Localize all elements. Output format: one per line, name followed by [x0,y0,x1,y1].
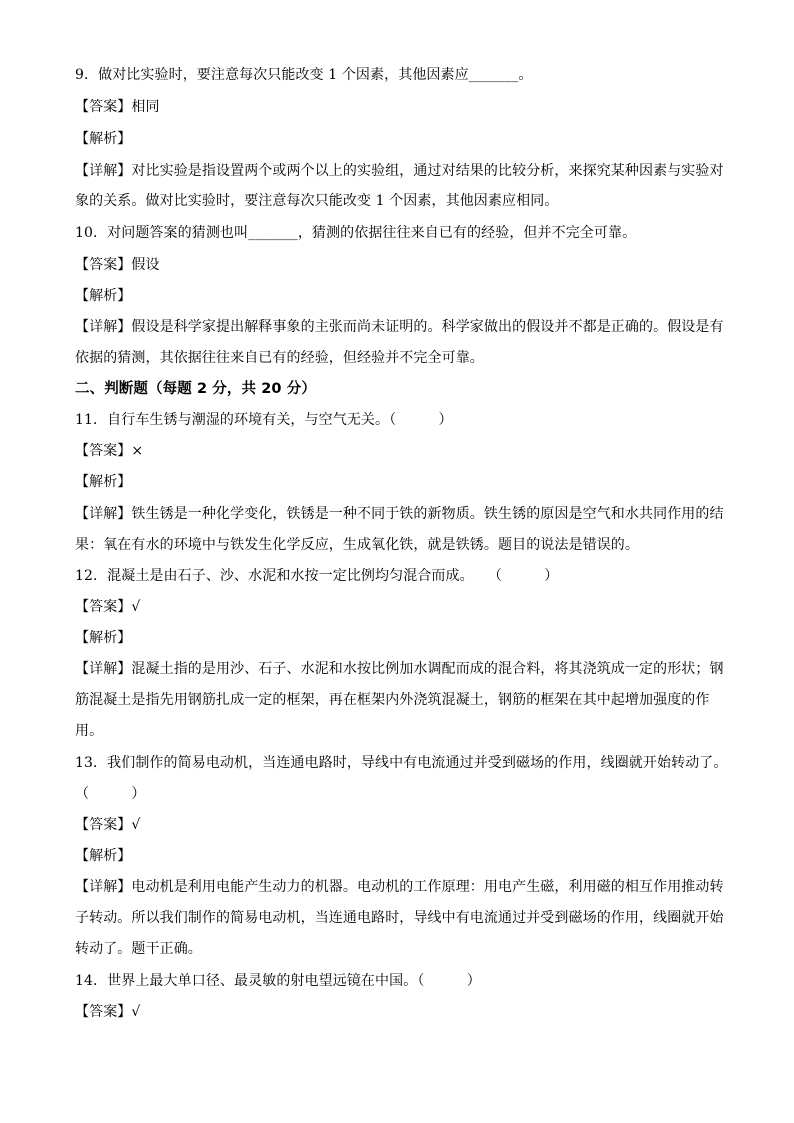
analysis-label-13: 【解析】 [75,848,132,864]
answer-14: 【答案】√ [75,1004,141,1020]
analysis-label-9: 【解析】 [75,131,132,147]
answer-11: 【答案】× [75,443,144,459]
explanation-10-line-1: 【详解】假设是科学家提出解释事象的主张而尚未证明的。科学家做出的假设并不都是正确的。假设是有 [75,319,724,335]
question-13: 13．我们制作的简易电动机，当连通电路时，导线中有电流通过并受到磁场的作用，线圈就开始转动了。 [75,755,728,771]
question-12: 12．混凝土是由石子、沙、水泥和水按一定比例均匀混合而成。 （ ） [75,568,559,584]
answer-9: 【答案】相同 [75,99,160,115]
answer-10: 【答案】假设 [75,257,160,273]
question-10: 10．对问题答案的猜测也叫_______，猜测的依据往往来自已有的经验，但并不完全可靠。 [75,225,637,241]
explanation-9-line-1: 【详解】对比实验是指设置两个或两个以上的实验组，通过对结果的比较分析，来探究某种因素与实验对 [75,163,724,179]
explanation-11-line-2: 果：氧在有水的环境中与铁发生化学反应，生成氧化铁，就是铁锈。题目的说法是错误的。 [75,537,639,553]
question-14: 14．世界上最大单口径、最灵敏的射电望远镜在中国。（ ） [75,973,481,989]
question-9: 9．做对比实验时，要注意每次只能改变 1 个因素，其他因素应_______。 [75,67,533,83]
explanation-12-line-1: 【详解】混凝土指的是用沙、石子、水泥和水按比例加水调配而成的混合料，将其浇筑成一定的形状；钢 [75,661,724,677]
answer-13: 【答案】√ [75,817,141,833]
explanation-11-line-1: 【详解】铁生锈是一种化学变化，铁锈是一种不同于铁的新物质。铁生锈的原因是空气和水共同作用的结 [75,506,724,522]
answer-12: 【答案】√ [75,599,141,615]
explanation-12-line-3: 用。 [75,723,104,739]
explanation-10-line-2: 依据的猜测，其依据往往来自已有的经验，但经验并不完全可靠。 [75,350,484,366]
explanation-12-line-2: 筋混凝土是指先用钢筋扎成一定的框架，再在框架内外浇筑混凝土，钢筋的框架在其中起增加强度的作 [75,692,710,708]
section-heading-judgment: 二、判断题（每题 2 分，共 20 分） [75,381,316,397]
analysis-label-11: 【解析】 [75,474,132,490]
explanation-13-line-3: 转动了。题干正确。 [75,941,202,957]
analysis-label-12: 【解析】 [75,630,132,646]
question-11: 11．自行车生锈与潮湿的环境有关，与空气无关。（ ） [75,412,453,428]
explanation-13-line-2: 子转动。所以我们制作的简易电动机，当连通电路时，导线中有电流通过并受到磁场的作用，线圈就开始 [75,910,724,926]
question-13-bracket: （ ） [75,786,146,802]
analysis-label-10: 【解析】 [75,288,132,304]
explanation-9-line-2: 象的关系。做对比实验时，要注意每次只能改变 1 个因素，其他因素应相同。 [75,193,559,209]
explanation-13-line-1: 【详解】电动机是利用电能产生动力的机器。电动机的工作原理：用电产生磁，利用磁的相互作用推动转 [75,879,724,895]
